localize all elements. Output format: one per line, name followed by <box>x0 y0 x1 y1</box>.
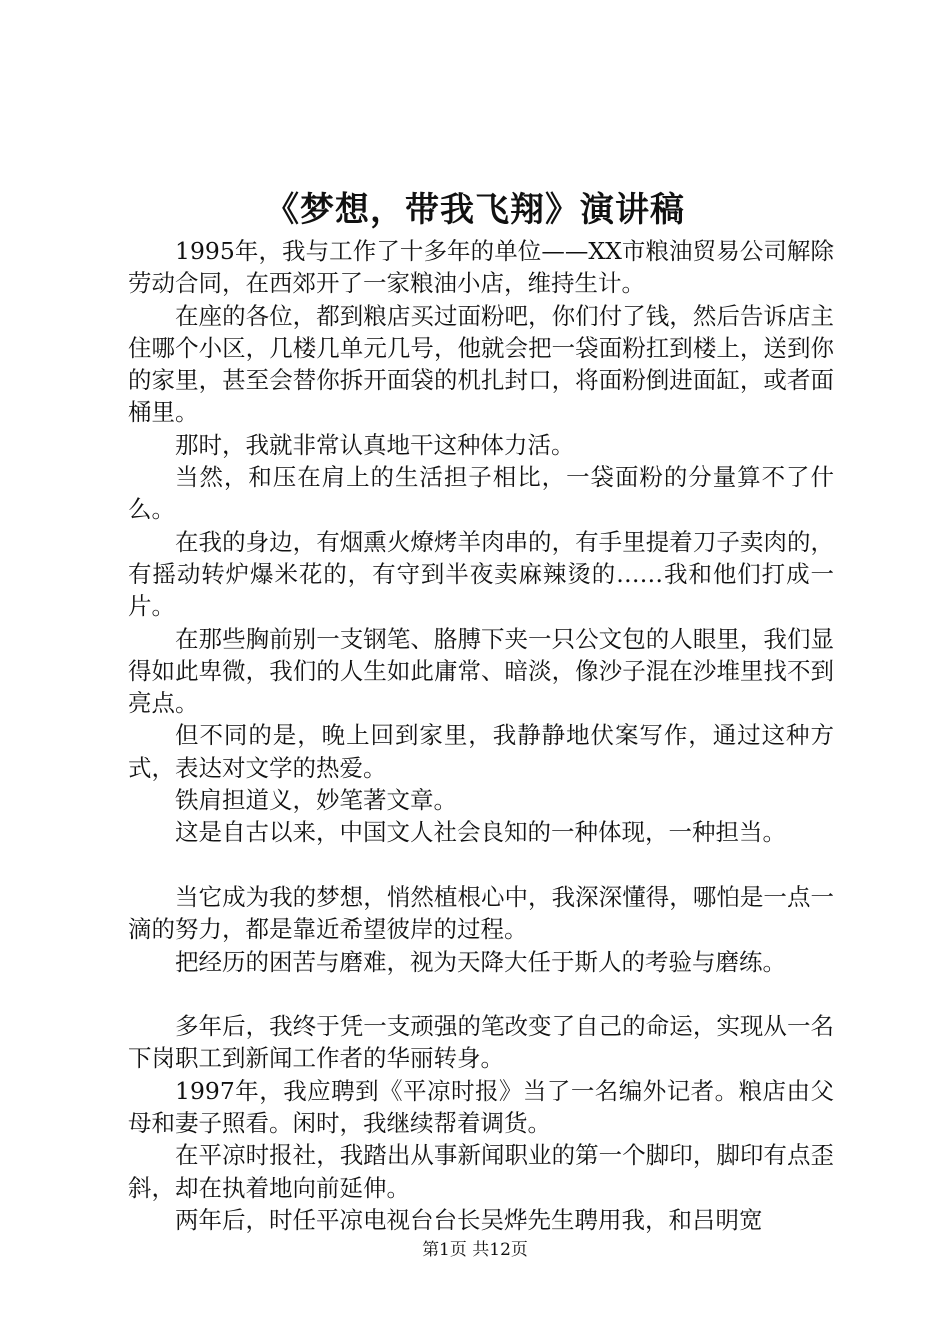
paragraph: 在我的身边，有烟熏火燎烤羊肉串的，有手里提着刀子卖肉的，有摇动转炉爆米花的，有守到半夜卖麻辣烫的……我和他们打成一片。 <box>128 527 834 621</box>
paragraph: 1995年，我与工作了十多年的单位——XX市粮油贸易公司解除劳动合同，在西郊开了一家粮油小店，维持生计。 <box>128 237 834 298</box>
paragraph: 两年后，时任平凉电视台台长吴烨先生聘用我，和吕明宽 <box>175 1205 763 1234</box>
paragraph: 这是自古以来，中国文人社会良知的一种体现，一种担当。 <box>175 818 786 847</box>
paragraph: 在平凉时报社，我踏出从事新闻职业的第一个脚印，脚印有点歪斜，却在执着地向前延伸。 <box>128 1141 834 1202</box>
paragraph: 把经历的困苦与磨难，视为天降大任于斯人的考验与磨练。 <box>175 947 786 976</box>
document-title: 《梦想，带我飞翔》演讲稿 <box>265 190 685 230</box>
paragraph: 在那些胸前别一支钢笔、胳膊下夹一只公文包的人眼里，我们显得如此卑微，我们的人生如此庸常、暗淡，像沙子混在沙堆里找不到亮点。 <box>128 624 834 718</box>
document-body <box>128 235 834 1236</box>
page-number-footer: 第1页 共12页 <box>422 1240 528 1260</box>
paragraph: 但不同的是，晚上回到家里，我静静地伏案写作，通过这种方式，表达对文学的热爱。 <box>128 721 834 782</box>
paragraph: 那时，我就非常认真地干这种体力活。 <box>175 430 575 459</box>
paragraph: 多年后，我终于凭一支顽强的笔改变了自己的命运，实现从一名下岗职工到新闻工作者的华丽转身。 <box>128 1012 834 1073</box>
paragraph: 当它成为我的梦想，悄然植根心中，我深深懂得，哪怕是一点一滴的努力，都是靠近希望彼岸的过程。 <box>128 882 834 944</box>
paragraph: 在座的各位，都到粮店买过面粉吧，你们付了钱，然后告诉店主住哪个小区，几楼几单元几号，他就会把一袋面粉扛到楼上，送到你的家里，甚至会替你拆开面袋的机扎封口，将面粉倒进面缸，或者面桶里。 <box>128 301 834 427</box>
paragraph: 1997年，我应聘到《平凉时报》当了一名编外记者。粮店由父母和妻子照看。闲时，我继续帮着调货。 <box>128 1076 834 1138</box>
paragraph: 当然，和压在肩上的生活担子相比，一袋面粉的分量算不了什么。 <box>128 463 834 524</box>
paragraph: 铁肩担道义，妙笔著文章。 <box>175 786 457 815</box>
